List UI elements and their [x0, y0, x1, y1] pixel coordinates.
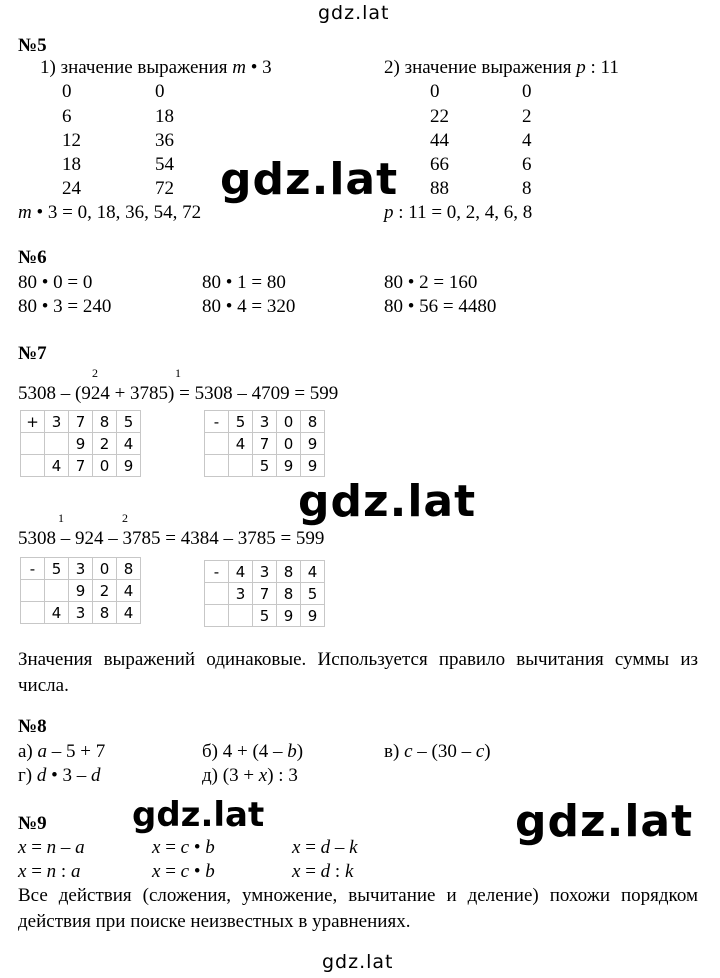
- digit: 5: [253, 605, 277, 627]
- digit: 9: [69, 580, 93, 602]
- digit: 5: [301, 583, 325, 605]
- task-5-label-2: 2) значение выражения p : 11: [384, 57, 619, 78]
- task-5-cell: 24: [62, 178, 81, 199]
- digit: 9: [277, 455, 301, 477]
- order-mark: 1: [175, 366, 181, 380]
- digit: 8: [277, 583, 301, 605]
- task-6-item: 80 • 0 = 0: [18, 272, 93, 293]
- digit: 3: [69, 602, 93, 624]
- task-8-b: б) 4 + (4 – b): [202, 741, 304, 762]
- task-6-item: 80 • 56 = 4480: [384, 296, 497, 317]
- task-7-expression-1: 5308 – (924 + 3785) = 5308 – 4709 = 599: [18, 383, 339, 404]
- watermark-medium: gdz.lat: [132, 795, 265, 835]
- digit: 2: [93, 433, 117, 455]
- digit: 8: [117, 558, 141, 580]
- digit: 7: [69, 455, 93, 477]
- task-6-item: 80 • 3 = 240: [18, 296, 112, 317]
- digit: 7: [69, 411, 93, 433]
- digit: 2: [93, 580, 117, 602]
- task-6-title: №6: [18, 247, 47, 268]
- digit: 3: [253, 561, 277, 583]
- task-5-cell: 72: [155, 178, 174, 199]
- digit: 0: [93, 455, 117, 477]
- task-8-d: д) (3 + x) : 3: [202, 765, 298, 786]
- digit: [45, 433, 69, 455]
- task-6-item: 80 • 2 = 160: [384, 272, 478, 293]
- digit: 9: [301, 455, 325, 477]
- column-subtraction-3: [204, 560, 325, 627]
- task-8-title: №8: [18, 716, 47, 737]
- digit: 0: [277, 411, 301, 433]
- task-5-cell: 54: [155, 154, 174, 175]
- watermark-bottom: gdz.lat: [322, 951, 394, 973]
- task-5-cell: 12: [62, 130, 81, 151]
- digit: 9: [301, 605, 325, 627]
- digit: [229, 455, 253, 477]
- task-5-cell: 66: [430, 154, 449, 175]
- task-9-equation: x = c • b: [152, 861, 215, 882]
- task-6-item: 80 • 4 = 320: [202, 296, 296, 317]
- task-8-v: в) c – (30 – c): [384, 741, 491, 762]
- digit: 5: [253, 455, 277, 477]
- task-6-item: 80 • 1 = 80: [202, 272, 286, 293]
- digit: 9: [69, 433, 93, 455]
- task-5-cell: 0: [522, 81, 532, 102]
- task-5-cell: 2: [522, 106, 532, 127]
- order-mark: 1: [58, 511, 64, 525]
- task-5-cell: 0: [430, 81, 440, 102]
- task-8-g: г) d • 3 – d: [18, 765, 101, 786]
- task-5-cell: 36: [155, 130, 174, 151]
- task-5-cell: 44: [430, 130, 449, 151]
- digit: 4: [117, 580, 141, 602]
- task-9-title: №9: [18, 813, 47, 834]
- task-9-equation: x = n – a: [18, 837, 85, 858]
- task-5-cell: 6: [522, 154, 532, 175]
- task-5-cell: 6: [62, 106, 72, 127]
- digit: 5: [229, 411, 253, 433]
- watermark-large: gdz.lat: [515, 796, 694, 847]
- column-subtraction-2: [20, 557, 141, 624]
- column-addition-1: [20, 410, 141, 477]
- digit: 3: [45, 411, 69, 433]
- digit: 5: [45, 558, 69, 580]
- digit: 4: [117, 433, 141, 455]
- digit: 4: [301, 561, 325, 583]
- digit: 8: [93, 411, 117, 433]
- task-7-title: №7: [18, 343, 47, 364]
- sign: -: [205, 411, 229, 433]
- digit: 3: [69, 558, 93, 580]
- digit: 7: [253, 583, 277, 605]
- order-mark: 2: [122, 511, 128, 525]
- task-5-cell: 0: [62, 81, 72, 102]
- task-5-cell: 18: [62, 154, 81, 175]
- digit: 4: [45, 455, 69, 477]
- task-9-equation: x = d : k: [292, 861, 354, 882]
- task-5-result-1: m • 3 = 0, 18, 36, 54, 72: [18, 202, 202, 223]
- task-9-conclusion: Все действия (сложения, умножение, вычитание и деление) похожи порядком действия при поиске неизвестных в уравнениях.: [18, 885, 698, 932]
- task-5-cell: 8: [522, 178, 532, 199]
- task-8-a: а) a – 5 + 7: [18, 741, 106, 762]
- digit: 4: [229, 561, 253, 583]
- digit: 3: [229, 583, 253, 605]
- watermark-top: gdz.lat: [318, 2, 390, 24]
- digit: 9: [301, 433, 325, 455]
- sign: +: [21, 411, 45, 433]
- task-5-cell: 22: [430, 106, 449, 127]
- task-9-equation: x = d – k: [292, 837, 358, 858]
- digit: 8: [301, 411, 325, 433]
- digit: [229, 605, 253, 627]
- task-5-label-1: 1) значение выражения m • 3: [40, 57, 272, 78]
- task-5-cell: 18: [155, 106, 174, 127]
- digit: 9: [117, 455, 141, 477]
- column-subtraction-1: [204, 410, 325, 477]
- task-9-equation: x = c • b: [152, 837, 215, 858]
- order-mark: 2: [92, 366, 98, 380]
- watermark-large: gdz.lat: [220, 154, 399, 205]
- digit: 4: [117, 602, 141, 624]
- digit: 5: [117, 411, 141, 433]
- task-5-cell: 4: [522, 130, 532, 151]
- task-5-result-2: p : 11 = 0, 2, 4, 6, 8: [384, 202, 533, 223]
- task-7-expression-2: 5308 – 924 – 3785 = 4384 – 3785 = 599: [18, 528, 325, 549]
- digit: [45, 580, 69, 602]
- task-5-cell: 0: [155, 81, 165, 102]
- task-5-cell: 88: [430, 178, 449, 199]
- digit: 0: [93, 558, 117, 580]
- digit: 0: [277, 433, 301, 455]
- watermark-large: gdz.lat: [298, 476, 477, 527]
- digit: 8: [277, 561, 301, 583]
- task-9-equation: x = n : a: [18, 861, 81, 882]
- digit: 4: [45, 602, 69, 624]
- digit: 3: [253, 411, 277, 433]
- digit: 8: [93, 602, 117, 624]
- sign: -: [21, 558, 45, 580]
- task-7-conclusion: Значения выражений одинаковые. Используется правило вычитания суммы из числа.: [18, 649, 698, 696]
- sign: -: [205, 561, 229, 583]
- digit: 9: [277, 605, 301, 627]
- digit: 4: [229, 433, 253, 455]
- task-5-title: №5: [18, 35, 47, 56]
- digit: 7: [253, 433, 277, 455]
